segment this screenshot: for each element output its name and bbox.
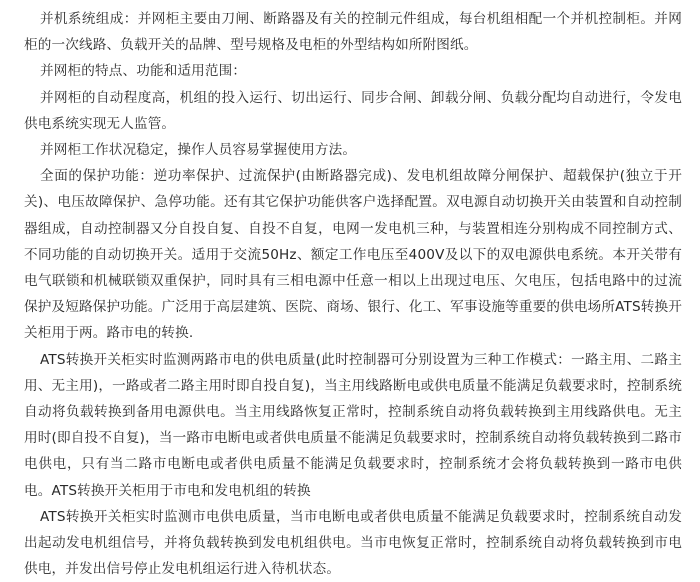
paragraph-features-heading: 并网柜的特点、功能和适用范围： (40, 63, 247, 80)
paragraph-automation: 并网柜的自动程度高，机组的投入运行、切出运行、同步合闸、卸载分闸、负载分配均自动进行，令发电供电系统实现无人监管。 (24, 89, 682, 132)
paragraph-stability: 并网柜工作状况稳定，操作人员容易掌握使用方法。 (40, 142, 357, 159)
paragraph-system-composition: 并机系统组成：并网柜主要由刀闸、断路器及有关的控制元件组成，每台机组相配一个并机控制柜。并网柜的一次线路、负载开关的品牌、型号规格及电柜的外型结构如所附图纸。 (24, 11, 682, 54)
paragraph-protection: 全面的保护功能：逆功率保护、过流保护(由断路器完成)、发电机组故障分闸保护、超载保护(独立于开关)、电压故障保护、急停功能。还有其它保护功能供客户选择配置。双电源自动切换开关由装置和自动控制器组成，自动控制器又分自投自复、自投不自复，电网一发电机三种，与装置相连分别构成不同控制方式、不同功能的自动切换开关。适用于交流50Hz、额定工作电压至400V及以下的双电源供电系统。本开关带有电气联锁和机械联锁双重保护，同时具有三相电源中任意一相以上出现过电压、欠电压，包括电路中的过流保护及短路保护功能。广泛用于高层建筑、医院、商场、银行、化工、军事设施等重要的供电场所ATS转换开关柜用于两。路市电的转换. (24, 168, 682, 342)
paragraph-ats-two-mains: ATS转换开关柜实时监测两路市电的供电质量(此时控制器可分别设置为三种工作模式：一路主用、二路主用、无主用)，一路或者二路主用时即自投自复)，当主用线路断电或供电质量不能满足负载要求时，控制系统自动将负载转换到备用电源供电。当主用线路恢复正常时，控制系统自动将负载转换到主用线路供电。无主用时(即自投不自复)，当一路市电断电或者供电质量不能满足负载要求时，控制系统自动将负载转换到二路市电供电，只有当二路市电断电或者供电质量不能满足负载要求时，控制系统才会将负载转换到一路市电供电。ATS转换开关柜用于市电和发电机组的转换 (24, 351, 682, 499)
paragraph-ats-generator: ATS转换开关柜实时监测市电供电质量，当市电断电或者供电质量不能满足负载要求时，控制系统自动发出起动发电机组信号，并将负载转换到发电机组供电。当市电恢复正常时，控制系统自动将负载转换到市电供电，并发出信号停止发电机组运行进入待机状态。 (24, 508, 682, 578)
